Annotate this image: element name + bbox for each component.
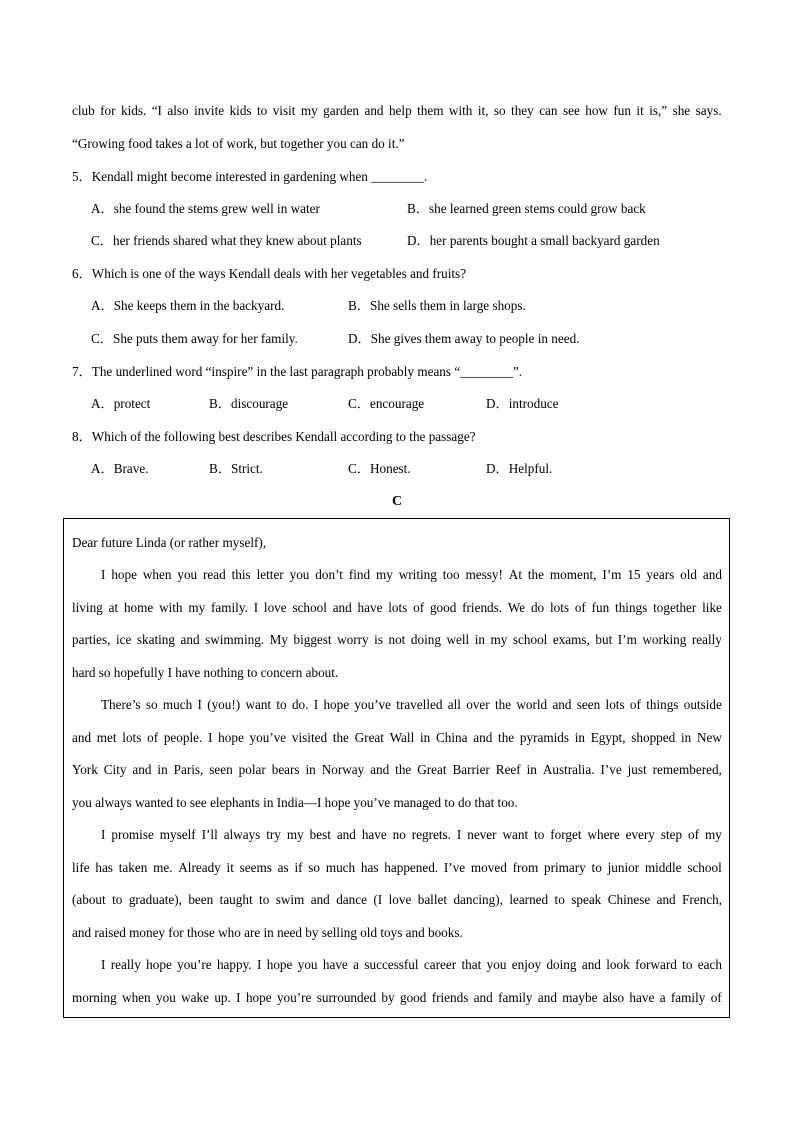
word: and [180,632,200,647]
word: ballet [417,892,448,907]
word: invite [194,103,225,118]
word: pyramids [519,730,569,745]
word: each [697,957,722,972]
word: of [574,600,586,615]
word: seen [209,762,233,777]
word: working [642,632,687,647]
word: my [375,567,393,582]
word: always [223,827,261,842]
word: seen [576,697,601,712]
word: really [110,957,141,972]
word: school [292,600,327,615]
word: promise [111,827,154,842]
letter-line [72,600,722,616]
word: with [159,600,183,615]
question-5-option-d[interactable]: D．her parents bought a small backyard garden [407,233,660,248]
word: can [539,103,558,118]
word: graduate), [128,892,182,907]
word: primary [544,860,586,875]
word: how [585,103,608,118]
word: I [101,827,106,842]
question-6-option-b[interactable]: B．She sells them in large shops. [348,298,526,313]
word: says. [695,103,722,118]
word: taken [118,860,148,875]
question-8-option-c[interactable]: C．Honest. [348,461,411,476]
word: Norway [321,762,365,777]
word: life [72,860,90,875]
question-7-option-c[interactable]: C．encourage [348,396,425,411]
word: my [300,103,318,118]
word: successful [364,957,419,972]
word: hope [323,697,350,712]
word: in [157,762,168,777]
word: and [473,730,493,745]
word: want [245,697,272,712]
question-8-option-a[interactable]: A．Brave. [91,461,149,476]
letter-line [72,957,722,973]
word: lots [122,730,142,745]
word: you’ve [249,730,287,745]
word: this [231,567,251,582]
word: not [388,632,406,647]
word: old [680,567,697,582]
word: you [177,567,198,582]
word: see [562,103,580,118]
word: best [309,827,331,842]
word: shopped [631,730,676,745]
word: it [226,860,234,875]
word: you’re [276,990,312,1005]
word: at [108,600,119,615]
word: I’m [602,567,622,582]
word: swim [275,892,305,907]
question-5-option-b[interactable]: B．she learned green stems could grow back [407,201,646,216]
word: try [266,827,281,842]
word: over [466,697,490,712]
question-7-option-b[interactable]: B．discourage [209,396,289,411]
word: fun [613,103,631,118]
word: I [208,730,213,745]
word: been [188,892,214,907]
word: like [702,600,722,615]
word: forget [550,827,582,842]
word: of [710,990,722,1005]
section-c-title: C [391,494,403,509]
word: family [670,990,706,1005]
word: I [101,567,106,582]
word: world [516,697,548,712]
word: friends. [462,600,503,615]
word: club [72,103,95,118]
word: so [308,860,321,875]
letter-line [72,730,722,746]
word: swimming. [205,632,265,647]
word: you [156,990,176,1005]
word: when [142,567,172,582]
word: garden [323,103,360,118]
word: kids [229,103,252,118]
word: enjoy [511,957,542,972]
word: in [474,632,485,647]
word: you’ve [354,697,391,712]
letter-line [72,990,722,1006]
word: do. [291,697,309,712]
word: in [420,730,431,745]
word: in [574,730,585,745]
word: seems [239,860,272,875]
word: Great [354,730,384,745]
word: of [629,697,641,712]
word: also [167,103,189,118]
word: you [289,567,310,582]
word: step [660,827,683,842]
word: happened. [384,860,439,875]
word: junior [607,860,640,875]
word: messy! [465,567,503,582]
word: and [702,567,722,582]
question-6-option-d[interactable]: D．She gives them away to people in need. [348,331,580,346]
word: never [467,827,497,842]
word: hope [218,730,244,745]
word: where [587,827,620,842]
word: has [95,860,113,875]
word: City [103,762,127,777]
word: just [627,762,647,777]
word: to [591,860,602,875]
word: to [256,103,268,118]
word: the [494,697,512,712]
word: have [322,957,348,972]
question-8-option-d[interactable]: D．Helpful. [486,461,553,476]
word: Chinese [607,892,651,907]
word: that [461,957,482,972]
word: to [112,892,123,907]
word: and [72,730,92,745]
question-5-option-a[interactable]: A．she found the stems grew well in water [91,201,320,216]
word: good [399,990,427,1005]
word: travelled [396,697,443,712]
word: myself [159,827,196,842]
letter-line [72,632,722,648]
word: skating [136,632,175,647]
question-7-stem: 7．The underlined word “inspire” in the last paragraph probably means “________”. [72,364,523,379]
word: I’ve [600,762,622,777]
word: my [490,632,508,647]
word: well [446,632,470,647]
word: up. [214,990,231,1005]
word: don’t [315,567,343,582]
word: Egypt, [590,730,626,745]
word: worry [337,632,369,647]
word: moment, [549,567,597,582]
word: you [297,957,318,972]
word: things [615,600,648,615]
word: parties, [72,632,111,647]
word: exams, [552,632,590,647]
word: you’re [177,957,212,972]
word: remembered, [652,762,722,777]
word: ice [115,632,132,647]
word: I [236,990,241,1005]
question-6-option-c[interactable]: C．She puts them away for her family. [91,331,298,346]
word: I’ve [443,860,466,875]
word: taught [219,892,253,907]
word: met [96,730,117,745]
word: and [656,892,676,907]
word: have [357,600,383,615]
word: hope [146,957,172,972]
word: I [197,697,202,712]
word: kids. [120,103,147,118]
word: you [486,957,507,972]
word: speak [571,892,602,907]
word: to [682,957,693,972]
word: 15 [627,567,641,582]
word: family [498,990,533,1005]
word: read [203,567,226,582]
word: moved [470,860,507,875]
word: and [132,762,152,777]
word: My [269,632,288,647]
word: the [395,762,412,777]
word: for [100,103,116,118]
word: also [602,990,625,1005]
letter-greeting: Dear future Linda (or rather myself), [72,535,267,550]
letter-line [72,892,722,908]
word: New [696,730,722,745]
word: I [101,957,106,972]
word: good [429,600,457,615]
word: me. [153,860,173,875]
word: so [145,697,158,712]
word: Paris, [173,762,204,777]
word: friends [431,990,469,1005]
word: letter [256,567,284,582]
word: they [511,103,534,118]
word: and [310,892,330,907]
word: in [680,730,692,745]
word: and [332,600,352,615]
word: in [526,762,537,777]
word: lots [388,600,408,615]
word: visited [291,730,328,745]
word: school [687,860,722,875]
word: Wall [389,730,415,745]
word: living [72,600,103,615]
word: have [361,827,387,842]
word: of [147,730,159,745]
word: years [646,567,675,582]
question-7-option-a[interactable]: A．protect [91,396,151,411]
word: Reef [495,762,521,777]
word: home [123,600,154,615]
word: when [122,990,151,1005]
word: of [413,600,425,615]
passage-line: “Growing food takes a lot of work, but together you can do it.” [72,136,405,151]
word: all [447,697,461,712]
letter-line: you always wanted to see elephants in India—I hope you’ve managed to do that too. [72,795,518,810]
word: to [259,892,270,907]
word: to [276,697,287,712]
word: hope [266,957,293,972]
word: and [473,990,493,1005]
word: the [527,567,545,582]
word: Australia. [542,762,595,777]
question-6-option-a[interactable]: A．She keeps them in the backyard. [91,298,285,313]
word: bears [271,762,300,777]
question-8-stem: 8．Which of the following best describes Kendall according to the passage? [72,429,476,444]
word: dancing), [453,892,503,907]
word: a [353,957,359,972]
word: (I [373,892,383,907]
word: lots [549,600,569,615]
word: doing [546,957,577,972]
word: it, [477,103,489,118]
word: doing [410,632,441,647]
word: really [691,632,722,647]
word: I’m [617,632,637,647]
word: dance [336,892,367,907]
word: by [381,990,395,1005]
word: Already [178,860,221,875]
word: “I [151,103,162,118]
question-7-option-d[interactable]: D．introduce [486,396,559,411]
word: biggest [293,632,332,647]
word: I [456,827,462,842]
letter-line: and raised money for those who are in need by selling old toys and books. [72,925,463,940]
word: them [417,103,444,118]
question-6-stem: 6．Which is one of the ways Kendall deals with her vegetables and fruits? [72,266,467,281]
word: fun [591,600,610,615]
word: do [530,600,545,615]
letter-line [72,860,722,876]
word: of [688,827,700,842]
word: is [374,632,383,647]
word: if [294,860,303,875]
word: no [392,827,406,842]
word: wake [181,990,209,1005]
word: with [448,103,473,118]
word: too [442,567,460,582]
word: hope [111,567,137,582]
word: much [325,860,356,875]
letter-line [72,567,722,583]
word: I [256,957,262,972]
letter-box [63,518,730,1018]
word: a [659,990,666,1005]
question-5-option-c[interactable]: C．her friends shared what they knew about plants [91,233,362,248]
letter-line [72,762,722,778]
word: Great [417,762,447,777]
word: hope [245,990,272,1005]
word: (about [72,892,106,907]
word: polar [238,762,266,777]
word: has [360,860,379,875]
word: my [286,827,304,842]
word: to [534,827,545,842]
word: my [188,600,206,615]
word: love [388,892,412,907]
word: as [277,860,289,875]
word: and [364,103,384,118]
word: I [253,600,259,615]
word: I’ll [201,827,218,842]
word: it [636,103,644,118]
passage-line [72,103,722,119]
word: Barrier [452,762,490,777]
word: regrets. [411,827,451,842]
word: people. [163,730,203,745]
word: school [512,632,548,647]
word: French, [682,892,722,907]
word: to [554,892,565,907]
word: writing [398,567,437,582]
word: York [72,762,98,777]
word: in [305,762,316,777]
word: We [507,600,526,615]
word: and [370,762,390,777]
word: visit [272,103,296,118]
question-8-option-b[interactable]: B．Strict. [209,461,263,476]
word: career [423,957,457,972]
word: she [672,103,691,118]
letter-line [72,697,722,713]
word: middle [644,860,682,875]
word: morning [72,990,117,1005]
word: and [581,957,601,972]
word: help [388,103,412,118]
word: At [508,567,522,582]
word: maybe [562,990,598,1005]
letter-line: hard so hopefully I have nothing to concern about. [72,665,339,680]
word: the [498,730,515,745]
word: but [595,632,613,647]
word: outside [683,697,722,712]
word: learned [509,892,549,907]
word: love [263,600,287,615]
word: There’s [101,697,141,712]
word: family. [211,600,248,615]
word: want [502,827,529,842]
word: look [606,957,630,972]
letter-line [72,827,722,843]
word: every [625,827,655,842]
word: happy. [216,957,252,972]
word: things [646,697,679,712]
word: so [493,103,506,118]
word: forward [635,957,677,972]
word: have [629,990,655,1005]
word: is,” [649,103,668,118]
question-5-stem: 5．Kendall might become interested in gardening when ________. [72,169,428,184]
word: and [552,697,572,712]
word: and [336,827,356,842]
word: the [332,730,349,745]
word: my [704,827,722,842]
word: find [348,567,371,582]
word: surrounded [316,990,377,1005]
word: from [512,860,539,875]
word: and [537,990,557,1005]
word: China [436,730,468,745]
word: (you!) [207,697,241,712]
word: I [313,697,319,712]
word: together [653,600,697,615]
word: lots [605,697,625,712]
word: much [162,697,193,712]
